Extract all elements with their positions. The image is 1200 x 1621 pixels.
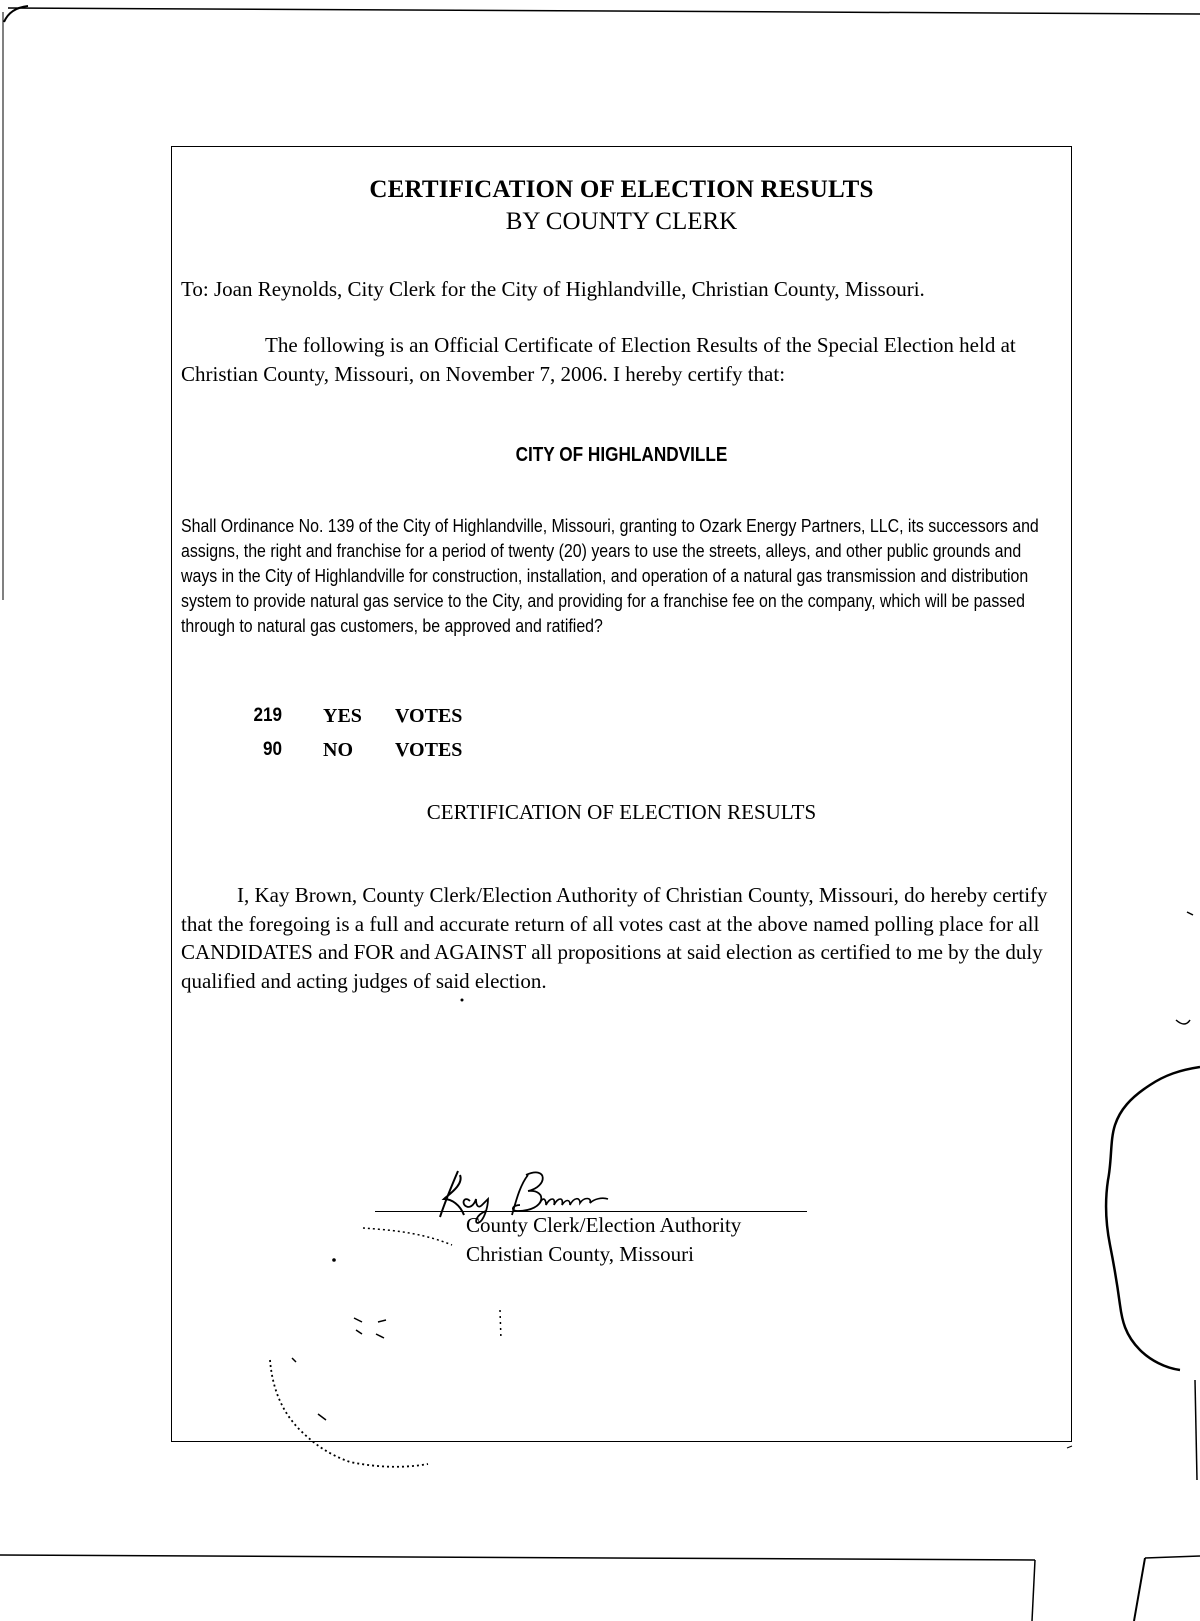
vote-count: 90 [262,739,282,760]
signature-line [375,1211,807,1212]
vote-label: VOTES [395,739,463,761]
addressee-line: To: Joan Reynolds, City Clerk for the City of Highlandville, Christian County, Missouri. [181,277,925,301]
signer-county: Christian County, Missouri [466,1242,694,1266]
document-title: CERTIFICATION OF ELECTION RESULTS [369,176,874,203]
vote-label: VOTES [395,705,463,727]
vote-count: 219 [253,705,282,726]
ordinance-question: Shall Ordinance No. 139 of the City of Highlandville, Missouri, granting to Ozark Energy Partners, LLC, its successors and assigns, the right and franchise for a period of twenty (20) years to use the streets, alleys, and other public grounds and ways in the City of Highlandville for construction, installation, and operation of a natural gas transmission and distribution system to provide natural gas service to the City, and providing for a franchise fee on the company, which will be passed through to natural gas customers, be approved and ratified? [181,515,1039,636]
vote-choice: YES [323,705,362,727]
vote-choice: NO [323,739,353,761]
document-subtitle: BY COUNTY CLERK [505,208,738,235]
certification-paragraph: I, Kay Brown, County Clerk/Election Authority of Christian County, Missouri, do hereby certify that the foregoing is a full and accurate return of all votes cast at the above named polling place for all CANDIDATES and FOR and AGAINST all propositions at said election as certified to me by the duly qualified and acting judges of said election. [181,883,1048,993]
intro-paragraph: The following is an Official Certificate of Election Results of the Special Election held at Christian County, Missouri, on November 7, 2006. I hereby certify that: [181,333,1016,386]
certification-heading: CERTIFICATION OF ELECTION RESULTS [426,800,817,824]
jurisdiction-heading: CITY OF HIGHLANDVILLE [515,444,728,466]
signer-title: County Clerk/Election Authority [466,1213,742,1237]
